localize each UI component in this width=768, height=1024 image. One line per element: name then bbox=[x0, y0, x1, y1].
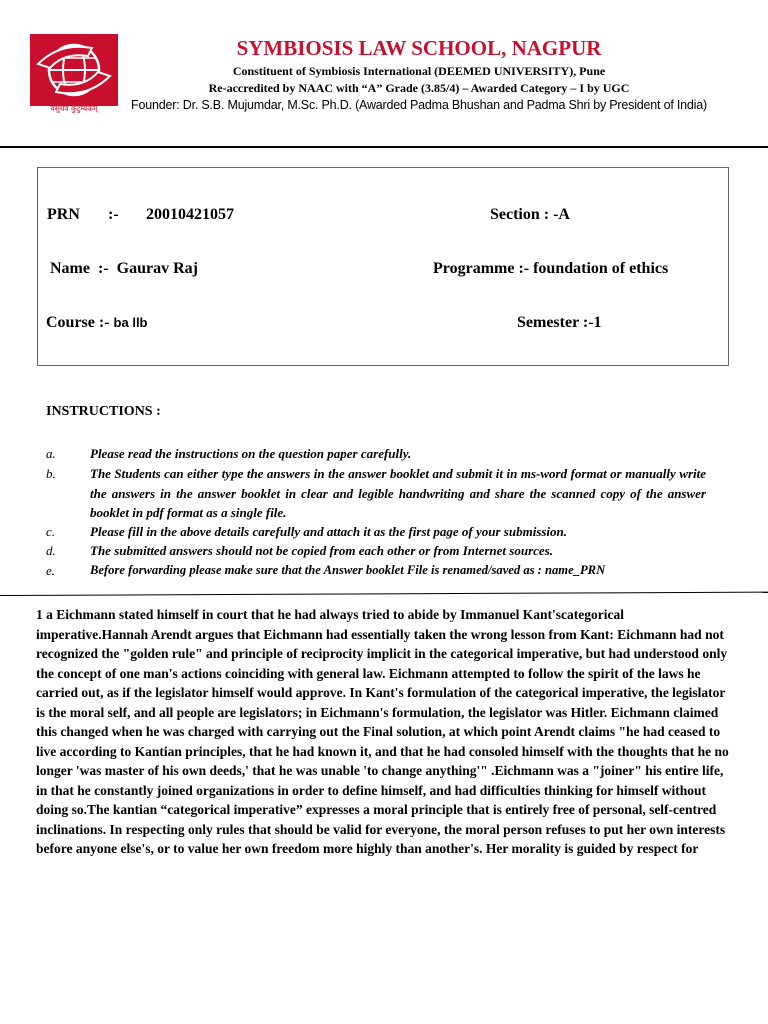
header-divider bbox=[0, 146, 768, 148]
name-field: Name :- Gaurav Raj bbox=[50, 260, 198, 277]
instruction-text: The Students can either type the answers in the answer booklet and submit it in ms-word format or manually write the answers in the answer booklet in clear and legible handwriting and share the scanned copy of the answer booklet in pdf format as a single file. bbox=[90, 466, 706, 520]
section-field: Section : -A bbox=[490, 206, 570, 223]
course-field bbox=[46, 314, 148, 332]
instruction-text: Please read the instructions on the question paper carefully. bbox=[90, 446, 412, 461]
instruction-text: The submitted answers should not be copied from each other or from Internet sources. bbox=[90, 543, 553, 558]
course-value: ba llb bbox=[113, 315, 148, 330]
answer-text: 1 a Eichmann stated himself in court that he had always tried to abide by Immanuel Kant'scategorical imperative.Hannah Arendt argues that Eichmann had essentially taken the wrong lesson from Kant: Eichmann had not recognized the "golden rule" and principle of reciprocity implicit in the categorical imperative, but had understood only the concept of one man's actions coinciding with general law. Eichmann attempted to follow the spirit of the laws he carried out, as if the legislator himself would approve. In Kant's formulation of the categorical imperative, the legislator is the moral self, and all people are legislators; in Eichmann's formulation, the legislator was Hitler. Eichmann claimed this changed when he was charged with carrying out the Final solution, at which point Arendt claims "he had ceased to live according to Kantian principles, that he had known it, and that he had consoled himself with the thoughts that he no longer 'was master of his own deeds,' that he was unable 'to change anything'" .Eichmann was a "joiner" his entire life, in that he constantly joined organizations in order to define himself, and had difficulties thinking for himself without doing so.The kantian “categorical imperative” expresses a moral principle that is entirely free of personal, self-centred inclinations. In respecting only rules that should be valid for everyone, the moral person refuses to put her own interests before anyone else's, or to value her own freedom more highly than another's. Her morality is guided by respect for bbox=[36, 607, 729, 856]
instruction-letter: a. bbox=[46, 446, 56, 461]
semester-field: Semester :-1 bbox=[517, 314, 602, 331]
prn-value: 20010421057 bbox=[146, 206, 234, 223]
founder-line: Founder: Dr. S.B. Mujumdar, M.Sc. Ph.D. (Awarded Padma Bhushan and Padma Shri by President of India) bbox=[131, 98, 707, 112]
instruction-letter: e. bbox=[46, 563, 56, 578]
school-name: SYMBIOSIS LAW SCHOOL, NAGPUR bbox=[236, 36, 602, 60]
prn-separator: :- bbox=[108, 206, 119, 223]
instruction-letter: c. bbox=[46, 524, 56, 539]
instruction-text: Before forwarding please make sure that the Answer booklet File is renamed/saved as : name_PRN bbox=[90, 563, 606, 577]
instructions-title: INSTRUCTIONS : bbox=[46, 404, 161, 419]
course-label: Course :- bbox=[46, 314, 114, 331]
constituent-line: Constituent of Symbiosis International (DEEMED UNIVERSITY), Pune bbox=[232, 64, 606, 78]
instruction-letter: d. bbox=[46, 543, 56, 558]
motto: वसुधैव कुटुम्बकम् bbox=[50, 104, 98, 113]
instruction-text: Please fill in the above details carefully and attach it as the first page of your submission. bbox=[90, 524, 568, 539]
prn-label: PRN bbox=[47, 206, 80, 223]
accreditation-line: Re-accredited by NAAC with “A” Grade (3.85/4) – Awarded Category – I by UGC bbox=[208, 81, 630, 95]
instructions-divider bbox=[0, 592, 768, 596]
programme-field: Programme :- foundation of ethics bbox=[433, 260, 669, 277]
instruction-letter: b. bbox=[46, 466, 56, 481]
